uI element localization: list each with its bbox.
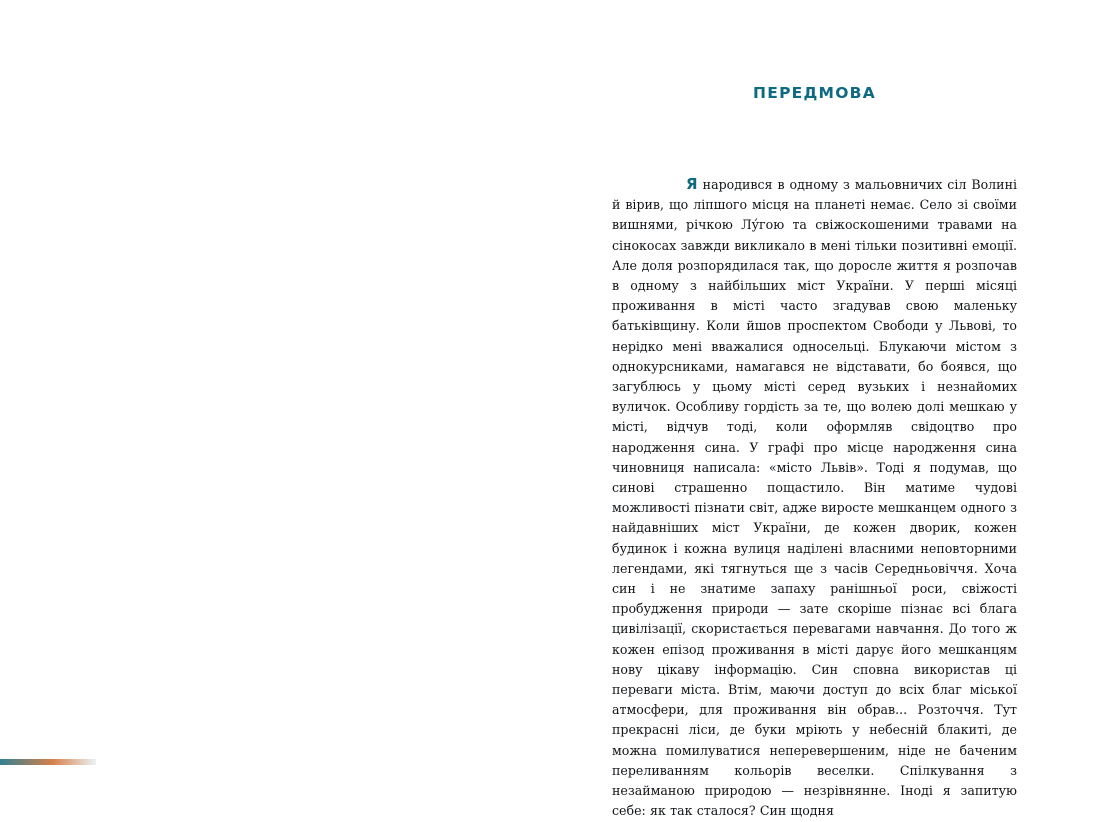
chapter-title: ПЕРЕДМОВА (753, 84, 876, 102)
page-gutter (0, 0, 2, 765)
corner-decoration (0, 759, 96, 765)
opening-word: Я (686, 175, 698, 193)
body-paragraph (612, 102, 1017, 822)
body-text: народився в одному з мальовничих сіл Волині й вірив, що ліпшого місця на планеті немає. Село зі своїми вишнями, річкою Лу́гою та свіжоскошеними травами на сінокосах завжди викликало в мені тільки позитивні емоції. Але доля розпорядилася так, що доросле життя я розпочав в одному з найбільших міст України. У перші місяці проживання в місті часто згадував свою маленьку батьківщину. Коли йшов проспектом Свободи у Львові, то нерідко мені вважалися односельці. Блукаючи містом з однокурсниками, намагався не відставати, бо боявся, що загублюсь у цьому місті серед вузьких і незнайомих вуличок. Особливу гордість за те, що волею долі мешкаю у місті, відчув тоді, коли оформляв свідоцтво про народження сина. У графі про місце народження сина чиновниця написала: «місто Львів». Тоді я подумав, що синові страшенно пощастило. Він матиме чудові можливості пізнати світ, адже виросте мешканцем одного з найдавніших міст України, де кожен дворик, кожен будинок і кожна вулиця наділені власними неповторними легендами, які тягнуться ще з часів Середньовіччя. Хоча син і не знатиме запаху ранішньої роси, свіжості пробудження природи — зате скоріше пізнає всі блага цивілізації, скористається перевагами навчання. До того ж кожен епізод проживання в місті дарує його мешканцям нову цікаву інформацію. Син сповна використав ці переваги міста. Втім, маючи доступ до всіх благ міської атмосфери, для проживання він обрав... Розточчя. Тут прекрасні ліси, де буки мріють у небесній блакиті, де можна помилуватися неперевершеним, ніде не баченим переливанням кольорів веселки. Спілкування з незайманою природою — незрівнянне. Іноді я запитую себе: як так сталося? Син щодня (612, 177, 1017, 819)
text-column (612, 0, 1017, 819)
